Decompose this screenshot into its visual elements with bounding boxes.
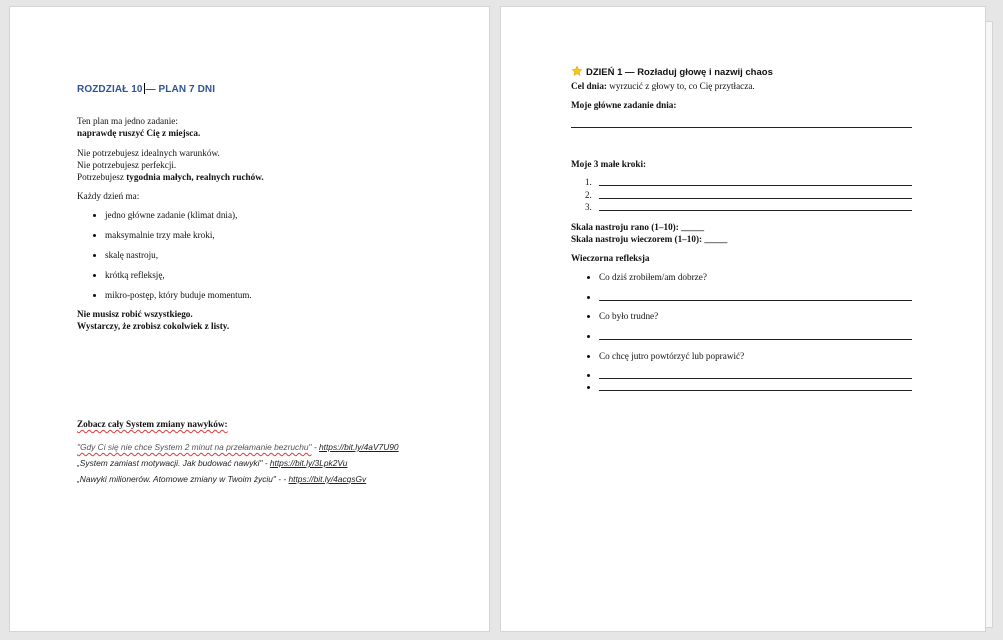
hyperlink[interactable]: https://bit.ly/4acqsGv — [288, 474, 367, 484]
star-icon — [571, 65, 583, 77]
bullet-marker — [93, 214, 96, 217]
next-page-edge — [984, 22, 992, 627]
day-heading — [571, 65, 773, 78]
bullet-marker — [587, 386, 590, 389]
needs-line: Nie potrzebujesz perfekcji. — [77, 160, 177, 170]
list-item: skalę nastroju, — [105, 250, 159, 260]
bullet-marker — [93, 234, 96, 237]
link-separator: - — [311, 442, 319, 452]
link-separator: - - — [275, 474, 289, 484]
features-list — [77, 207, 457, 307]
reflection-question — [599, 271, 707, 283]
chapter-title-rest: — PLAN 7 DNI — [145, 84, 216, 95]
reflection-answer-line[interactable] — [599, 300, 912, 301]
list-item: krótką refleksję, — [105, 270, 165, 280]
bullet-marker — [587, 276, 590, 279]
goal-text: wyrzucić z głowy to, co Cię przytłacza. — [607, 81, 755, 91]
list-item: mikro-postęp, który buduje momentum. — [105, 290, 252, 300]
bullet-marker — [587, 315, 590, 318]
chapter-heading — [77, 83, 215, 95]
goal-line — [571, 80, 755, 92]
reflection-question: Co chcę jutro powtórzyć lub poprawić? — [599, 351, 745, 361]
intro-line: Ten plan ma jedno zadanie: — [77, 116, 178, 126]
link-row — [77, 469, 366, 487]
needs-paragraph — [77, 147, 264, 183]
bullet-marker — [587, 335, 590, 338]
intro-paragraph — [77, 115, 200, 139]
link-separator: - — [262, 458, 270, 468]
needs-line-bold: tygodnia małych, realnych ruchów. — [126, 172, 264, 182]
document-page-left — [10, 7, 489, 631]
goal-label: Cel dnia: — [571, 81, 607, 91]
day-title: DZIEŃ 1 — Rozładuj głowę i nazwij chaos — [586, 67, 773, 78]
step-number: 1. — [585, 177, 592, 187]
needs-line-start: Potrzebujesz — [77, 172, 127, 182]
link-title: "Gdy Ci się nie chce System 2 minut na przełamanie bezruchu" — [77, 442, 312, 452]
needs-line: Nie potrzebujesz idealnych warunków. — [77, 148, 220, 158]
closing-line: Nie musisz robić wszystkiego. — [77, 309, 193, 319]
mood-evening: Skala nastroju wieczorem (1–10): _____ — [571, 234, 728, 244]
needs-line — [77, 171, 264, 183]
reflection-answer-line[interactable] — [599, 390, 912, 391]
step-line[interactable] — [599, 185, 912, 186]
reflection-question-text: Co dziś zrobiłem/am dobrze? — [599, 272, 707, 282]
list-item: jedno główne zadanie (klimat dnia), — [105, 210, 238, 220]
steps-label: Moje 3 małe kroki: — [571, 159, 647, 169]
bullet-marker — [587, 374, 590, 377]
link-title: „System zamiast motywacji. Jak budować nawyki" — [77, 458, 263, 468]
bullet-marker — [93, 294, 96, 297]
bullet-marker — [587, 296, 590, 299]
reflection-question: Co było trudne? — [599, 311, 659, 321]
reflection-answer-line[interactable] — [599, 378, 912, 379]
bullet-marker — [587, 355, 590, 358]
bullet-marker — [93, 274, 96, 277]
step-line[interactable] — [599, 210, 912, 211]
each-day-label: Każdy dzień ma: — [77, 191, 140, 201]
document-page-right — [501, 7, 985, 631]
bullet-marker — [93, 254, 96, 257]
closing-line: Wystarczy, że zrobisz cokolwiek z listy. — [77, 321, 230, 331]
step-number: 3. — [585, 202, 592, 212]
main-task-label: Moje główne zadanie dnia: — [571, 100, 677, 110]
reflection-label: Wieczorna refleksja — [571, 253, 650, 263]
text-cursor — [144, 83, 145, 94]
reflection-answer-line[interactable] — [599, 339, 912, 340]
hyperlink[interactable]: https://bit.ly/4aV7U90 — [318, 442, 399, 452]
mood-morning: Skala nastroju rano (1–10): _____ — [571, 222, 705, 232]
see-system-heading: Zobacz cały System zmiany nawyków: — [77, 419, 228, 429]
main-task-line[interactable] — [571, 127, 912, 128]
step-line[interactable] — [599, 198, 912, 199]
chapter-title: ROZDZIAŁ 10 — [77, 84, 143, 95]
step-number: 2. — [585, 190, 592, 200]
intro-line-bold: naprawdę ruszyć Cię z miejsca. — [77, 128, 201, 138]
list-item: maksymalnie trzy małe kroki, — [105, 230, 215, 240]
link-title: „Nawyki milionerów. Atomowe zmiany w Twoim życiu" — [77, 474, 276, 484]
hyperlink[interactable]: https://bit.ly/3Lpk2Vu — [269, 458, 348, 468]
closing-paragraph — [77, 308, 229, 332]
